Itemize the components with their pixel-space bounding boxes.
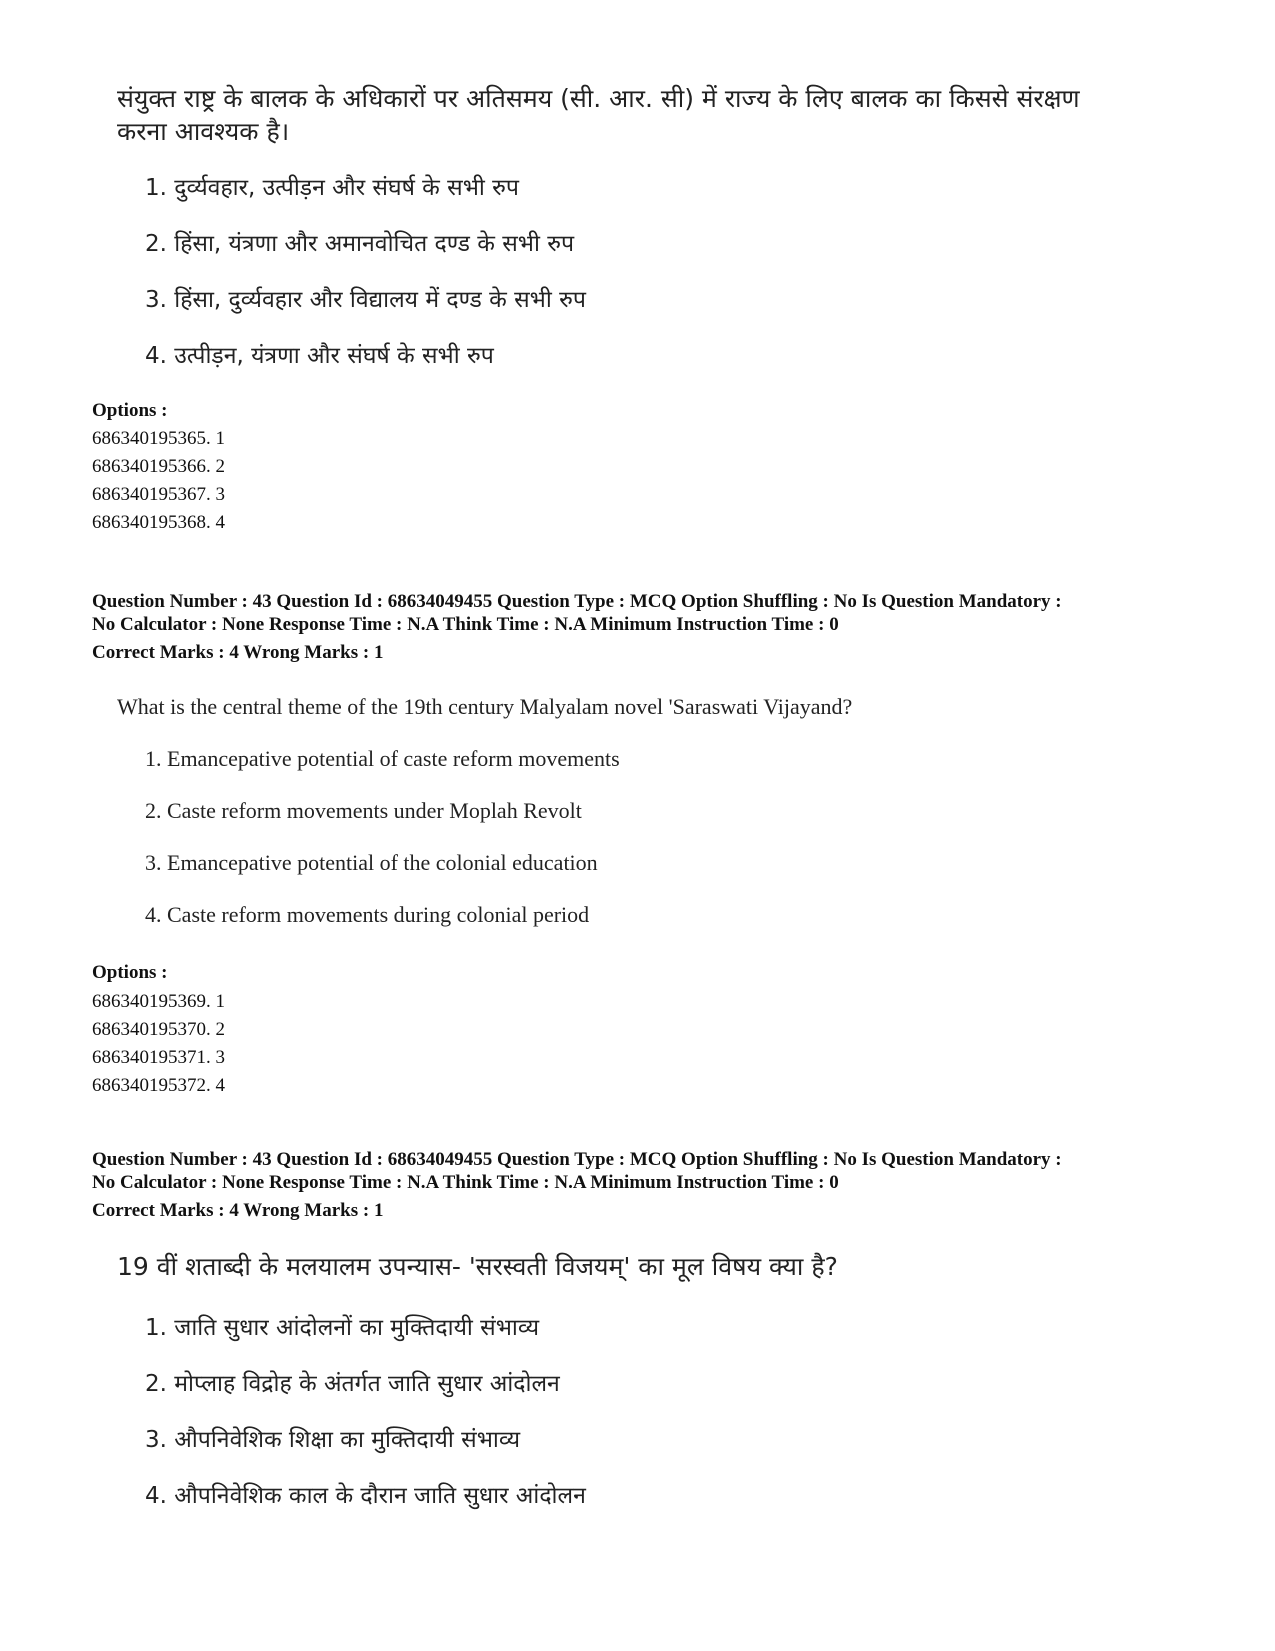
choice-1: 1. Emancepative potential of caste reform movements <box>145 746 620 771</box>
option-id-row: 686340195365. 1 <box>92 428 225 449</box>
question-marks: Correct Marks : 4 Wrong Marks : 1 <box>92 642 384 663</box>
choice-2: 2. Caste reform movements under Moplah Revolt <box>145 798 582 823</box>
choice-2: 2. हिंसा, यंत्रणा और अमानवोचित दण्ड के सभी रुप <box>145 231 575 257</box>
choice-3: 3. Emancepative potential of the colonial education <box>145 850 598 875</box>
option-id-row: 686340195371. 3 <box>92 1047 225 1068</box>
question-marks: Correct Marks : 4 Wrong Marks : 1 <box>92 1200 384 1221</box>
choice-3: 3. औपनिवेशिक शिक्षा का मुक्तिदायी संभाव्य <box>145 1427 521 1453</box>
options-label: Options : <box>92 400 168 421</box>
question-meta-line: Question Number : 43 Question Id : 68634049455 Question Type : MCQ Option Shuffling : No Is Question Mandatory : <box>92 591 1062 612</box>
option-id-row: 686340195366. 2 <box>92 456 225 477</box>
choice-2: 2. मोप्लाह विद्रोह के अंतर्गत जाति सुधार आंदोलन <box>145 1371 560 1397</box>
question-text-hindi: संयुक्त राष्ट्र के बालक के अधिकारों पर अतिसमय (सी. आर. सी) में राज्य के लिए बालक का किससे संरक्षण करना आवश्यक है। <box>117 84 1080 146</box>
option-id-row: 686340195369. 1 <box>92 991 225 1012</box>
option-id-row: 686340195368. 4 <box>92 512 225 533</box>
option-id-row: 686340195367. 3 <box>92 484 225 505</box>
question-text-english: What is the central theme of the 19th century Malyalam novel 'Saraswati Vijayand? <box>117 694 853 719</box>
choice-3: 3. हिंसा, दुर्व्यवहार और विद्यालय में दण्ड के सभी रुप <box>145 287 586 313</box>
option-id-row: 686340195370. 2 <box>92 1019 225 1040</box>
options-label: Options : <box>92 962 168 983</box>
choice-4: 4. औपनिवेशिक काल के दौरान जाति सुधार आंदोलन <box>145 1483 586 1509</box>
question-meta-line: No Calculator : None Response Time : N.A Think Time : N.A Minimum Instruction Time : 0 <box>92 614 839 635</box>
option-id-row: 686340195372. 4 <box>92 1075 225 1096</box>
question-meta-line: Question Number : 43 Question Id : 68634049455 Question Type : MCQ Option Shuffling : No Is Question Mandatory : <box>92 1149 1062 1170</box>
choice-1: 1. दुर्व्यवहार, उत्पीड़न और संघर्ष के सभी रुप <box>145 175 519 201</box>
choice-4: 4. उत्पीड़न, यंत्रणा और संघर्ष के सभी रुप <box>145 343 494 369</box>
choice-4: 4. Caste reform movements during colonial period <box>145 902 590 927</box>
question-text-hindi: 19 वीं शताब्दी के मलयालम उपन्यास- 'सरस्वती विजयम्' का मूल विषय क्या है? <box>117 1252 838 1281</box>
choice-1: 1. जाति सुधार आंदोलनों का मुक्तिदायी संभाव्य <box>145 1315 540 1341</box>
question-meta-line: No Calculator : None Response Time : N.A Think Time : N.A Minimum Instruction Time : 0 <box>92 1172 839 1193</box>
